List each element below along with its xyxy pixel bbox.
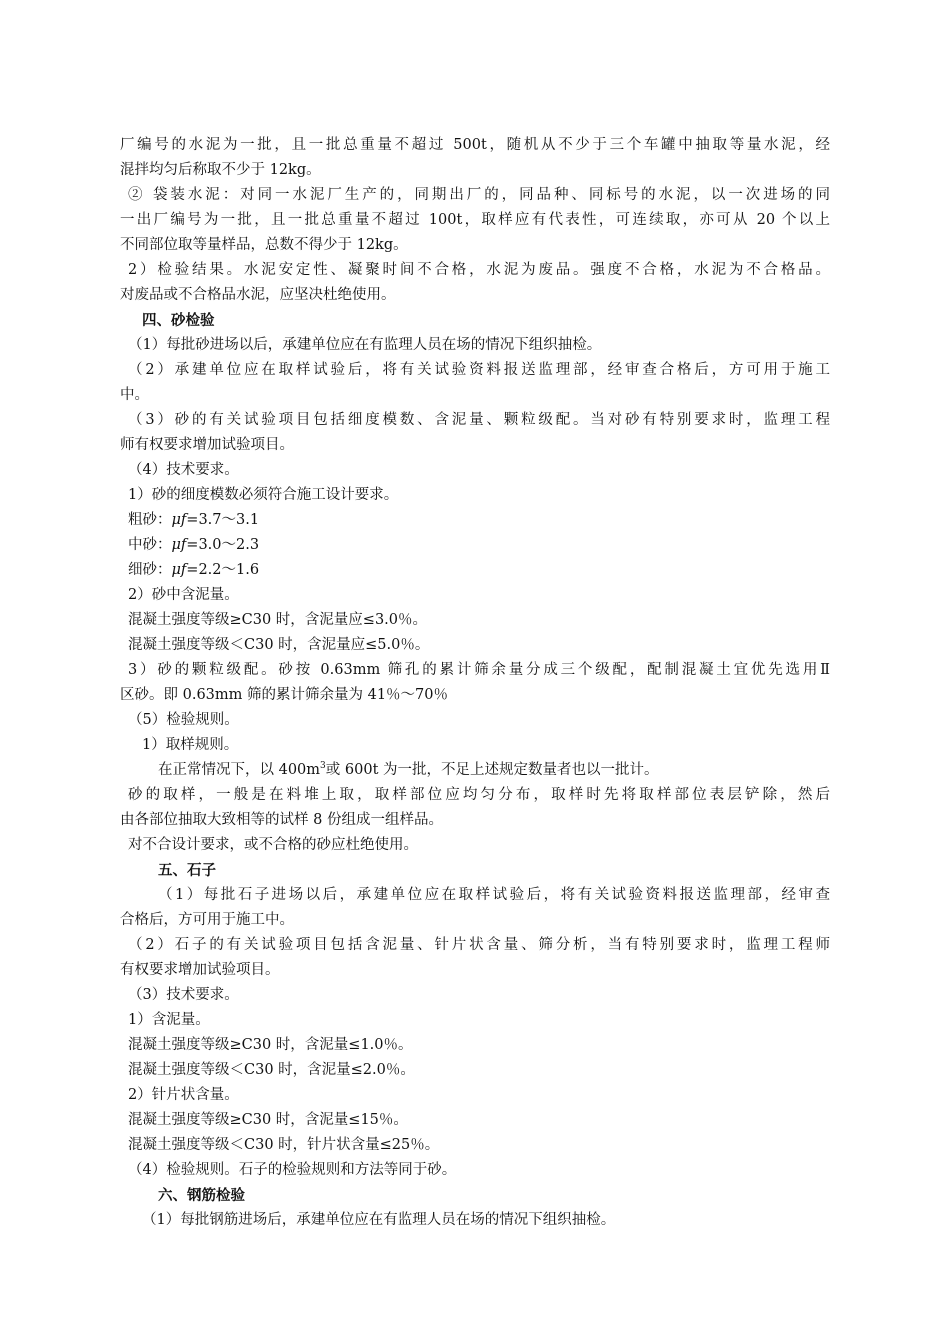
text-line: 中。 — [120, 387, 149, 403]
text-line: 1）砂的细度模数必须符合施工设计要求。 — [128, 487, 399, 503]
text-line: 混凝土强度等级＜C30 时，针片状含量≤25％。 — [128, 1137, 440, 1153]
fineness-range: =2.2～1.6 — [186, 562, 260, 578]
batch-rule-text: 或 600t 为一批，不足上述规定数量者也以一批计。 — [325, 762, 659, 778]
text-line: 厂编号的水泥为一批，且一批总重量不超过 500t，随机从不少于三个车罐中抽取等量水泥，经 — [120, 137, 830, 153]
text-line: 有权要求增加试验项目。 — [120, 962, 280, 978]
text-line: 2）检验结果。水泥安定性、凝聚时间不合格，水泥为废品。强度不合格，水泥为不合格品。 — [128, 262, 830, 278]
text-line: （4）技术要求。 — [128, 462, 239, 478]
fineness-symbol: μf — [171, 537, 187, 553]
text-line: 混凝土强度等级≥C30 时，含泥量≤15％。 — [128, 1112, 408, 1128]
text-line: 混凝土强度等级≥C30 时，含泥量≤1.0％。 — [128, 1037, 413, 1053]
text-line: （2）承建单位应在取样试验后，将有关试验资料报送监理部，经审查合格后，方可用于施工 — [128, 362, 830, 378]
text-line: （1）每批石子进场以后，承建单位应在取样试验后，将有关试验资料报送监理部，经审查 — [158, 887, 830, 903]
text-line: 合格后，方可用于施工中。 — [120, 912, 294, 928]
text-line: 砂的取样，一般是在料堆上取，取样部位应均匀分布，取样时先将取样部位表层铲除，然后 — [128, 787, 830, 803]
sand-type-label: 细砂： — [128, 562, 172, 578]
fineness-symbol: μf — [171, 562, 187, 578]
section-heading: 六、钢筋检验 — [158, 1187, 245, 1204]
text-line — [120, 508, 830, 533]
fineness-range: =3.0～2.3 — [186, 537, 260, 553]
sand-type-label: 中砂： — [128, 537, 172, 553]
text-line — [120, 533, 830, 558]
text-line: 3）砂的颗粒级配。砂按 0.63mm 筛孔的累计筛余量分成三个级配，配制混凝土宜优先选用Ⅱ — [128, 662, 830, 678]
text-line — [120, 558, 830, 583]
text-line — [120, 758, 830, 783]
text-line: 混凝土强度等级≥C30 时，含泥量应≤3.0％。 — [128, 612, 428, 628]
text-line: 混拌均匀后称取不少于 12kg。 — [120, 162, 321, 178]
text-line: （5）检验规则。 — [128, 712, 239, 728]
text-line: （1）每批钢筋进场后，承建单位应在有监理人员在场的情况下组织抽检。 — [142, 1212, 616, 1228]
text-line: ② 袋装水泥：对同一水泥厂生产的，同期出厂的，同品种、同标号的水泥，以一次进场的同 — [128, 187, 830, 203]
text-line: 由各部位抽取大致相等的试样 8 份组成一组样品。 — [120, 812, 443, 828]
text-line: 1）取样规则。 — [142, 737, 239, 753]
text-line: （4）检验规则。石子的检验规则和方法等同于砂。 — [128, 1162, 457, 1178]
text-line: （3）技术要求。 — [128, 987, 239, 1003]
fineness-range: =3.7～3.1 — [186, 512, 260, 528]
superscript: 3 — [320, 761, 326, 772]
text-line: 1）含泥量。 — [128, 1012, 210, 1028]
text-line: 对废品或不合格品水泥，应坚决杜绝使用。 — [120, 287, 396, 303]
text-line: 一出厂编号为一批，且一批总重量不超过 100t，取样应有代表性，可连续取，亦可从 20 个以上 — [120, 212, 830, 228]
text-line: 2）砂中含泥量。 — [128, 587, 239, 603]
batch-rule-text: 在正常情况下，以 400m — [158, 762, 321, 778]
text-line: 师有权要求增加试验项目。 — [120, 437, 294, 453]
document-page — [120, 133, 830, 1233]
text-line: 2）针片状含量。 — [128, 1087, 239, 1103]
text-line: 对不合设计要求，或不合格的砂应杜绝使用。 — [128, 837, 418, 853]
text-line: 区砂。即 0.63mm 筛的累计筛余量为 41％～70％ — [120, 687, 449, 703]
section-heading: 五、石子 — [158, 862, 216, 879]
text-line: （1）每批砂进场以后，承建单位应在有监理人员在场的情况下组织抽检。 — [128, 337, 602, 353]
text-line: 混凝土强度等级＜C30 时，含泥量应≤5.0％。 — [128, 637, 430, 653]
text-line: 混凝土强度等级＜C30 时，含泥量≤2.0％。 — [128, 1062, 415, 1078]
text-line: （2）石子的有关试验项目包括含泥量、针片状含量、筛分析，当有特别要求时，监理工程师 — [128, 937, 830, 953]
fineness-symbol: μf — [171, 512, 187, 528]
section-heading: 四、砂检验 — [142, 312, 215, 329]
sand-type-label: 粗砂： — [128, 512, 172, 528]
text-line: 不同部位取等量样品，总数不得少于 12kg。 — [120, 237, 408, 253]
text-line: （3）砂的有关试验项目包括细度模数、含泥量、颗粒级配。当对砂有特别要求时，监理工程 — [128, 412, 830, 428]
